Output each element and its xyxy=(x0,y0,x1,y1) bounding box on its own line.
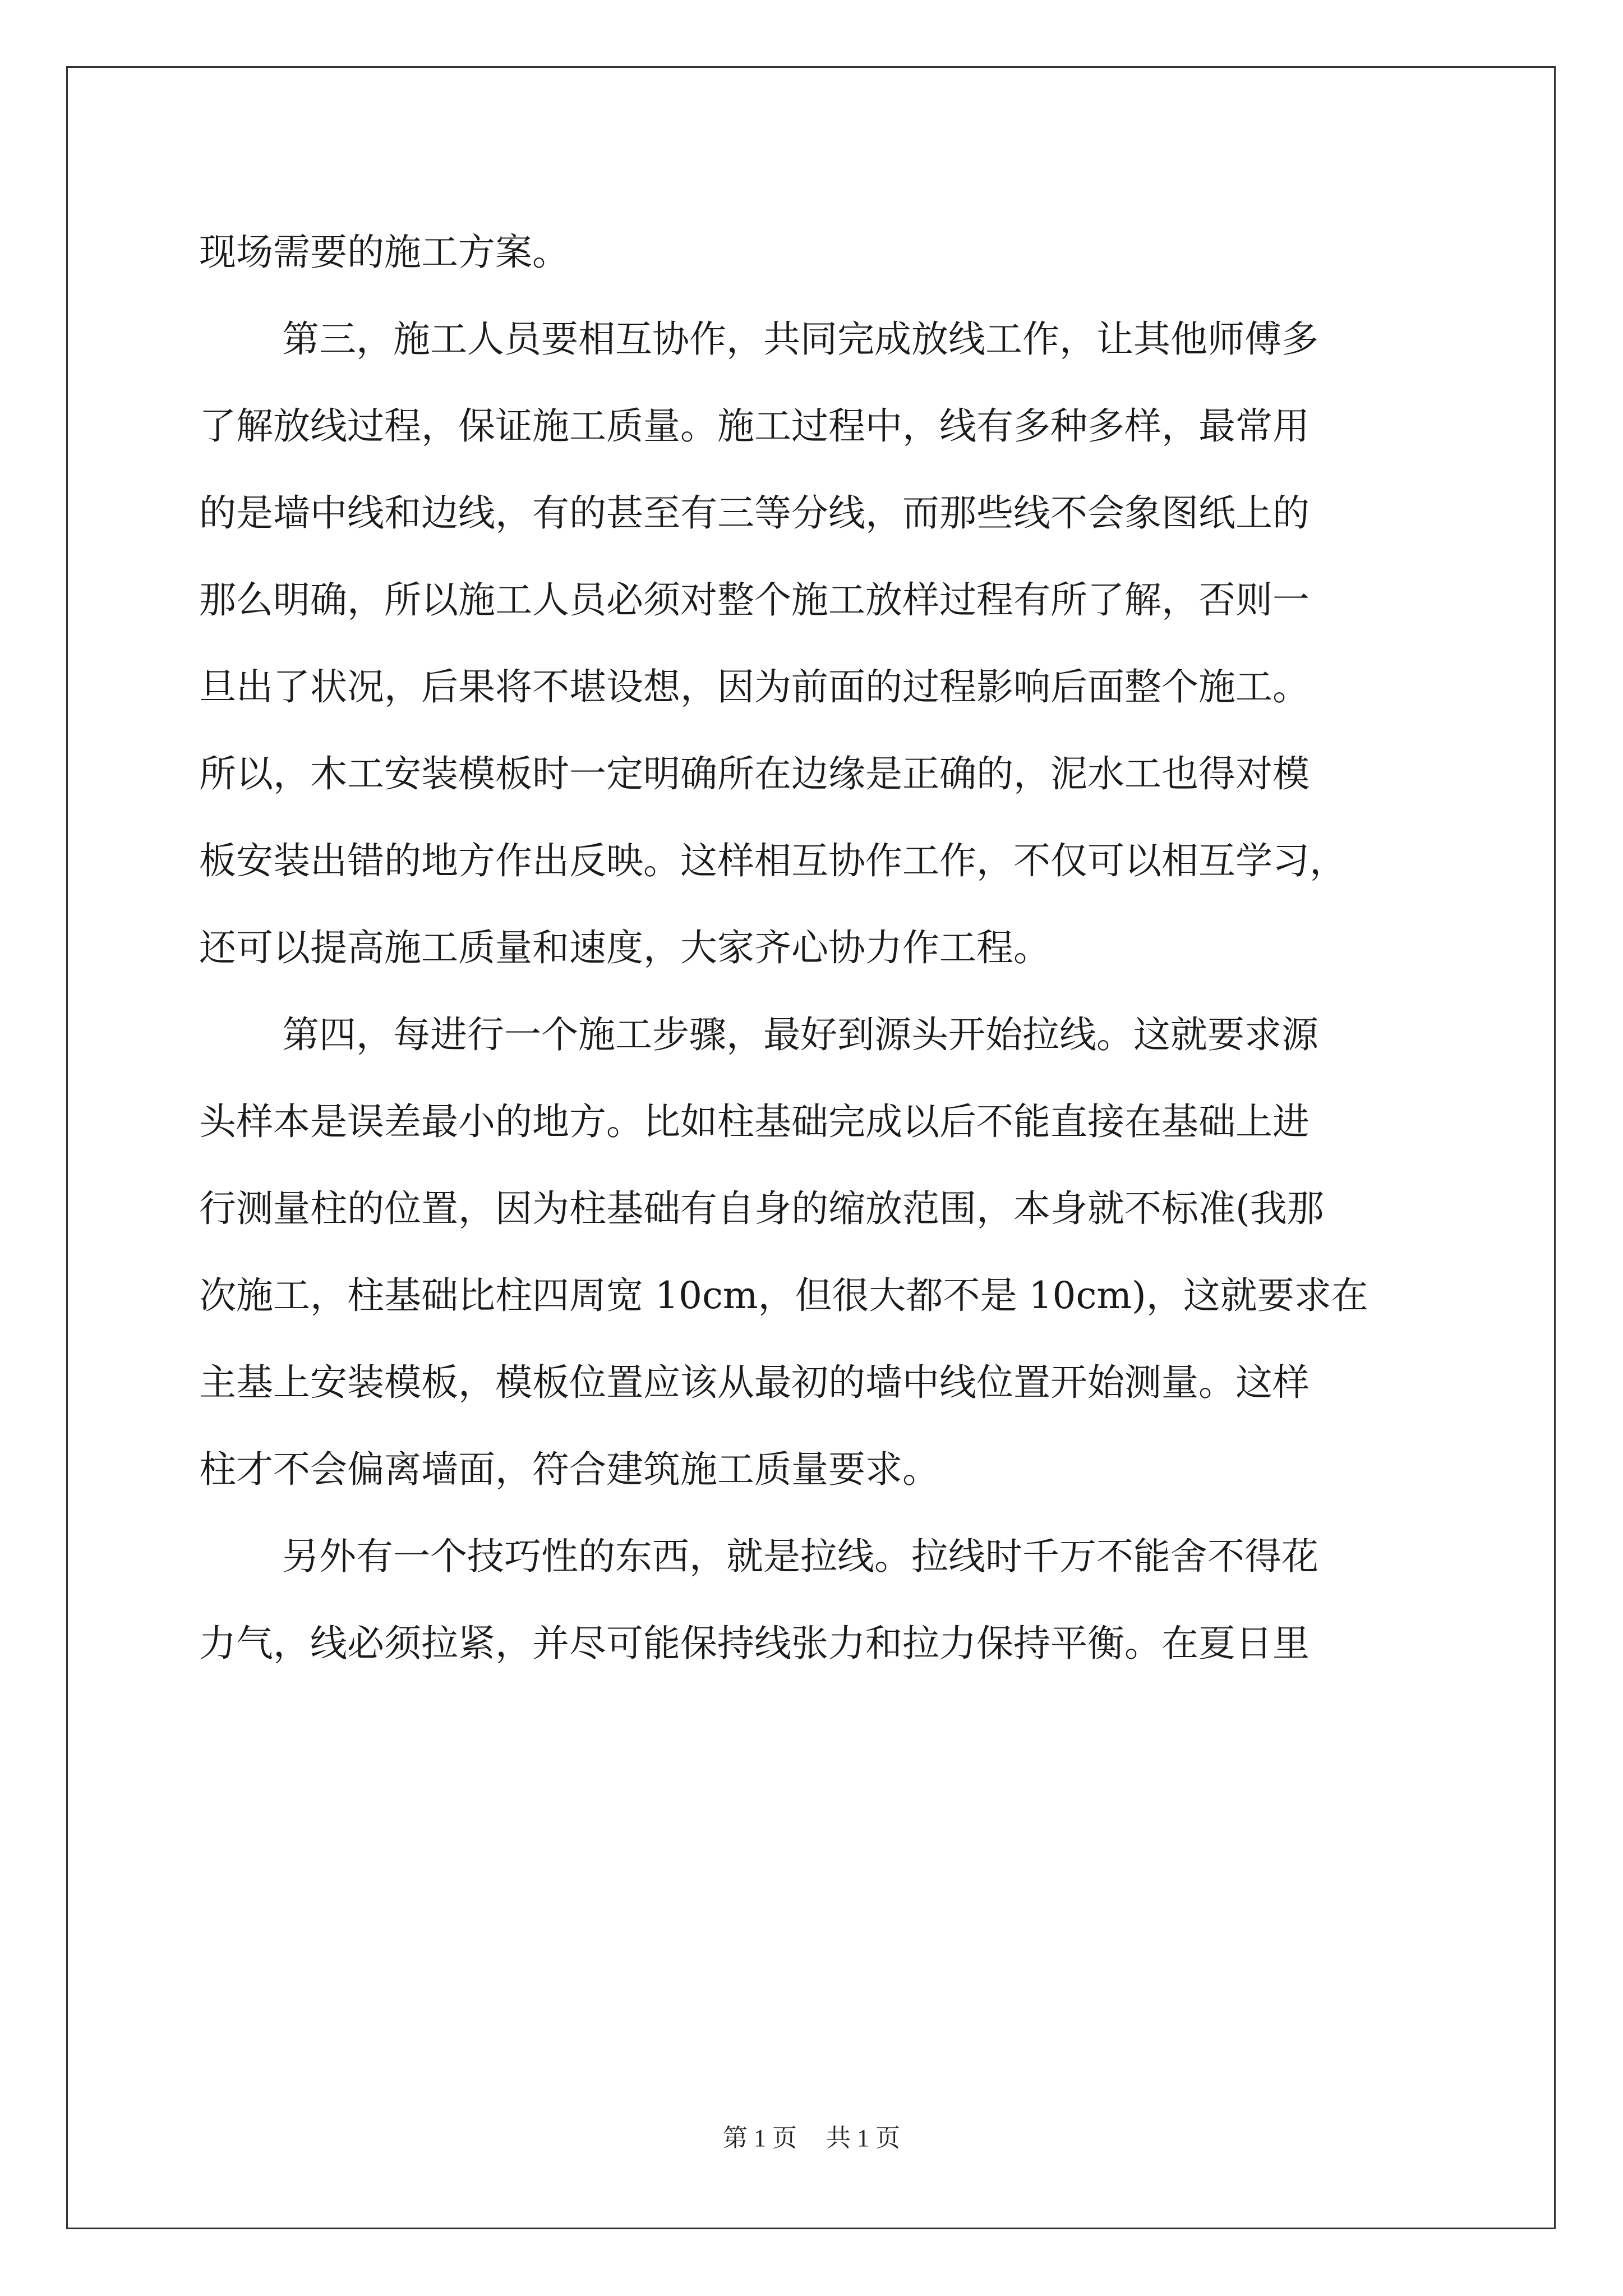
document-body xyxy=(199,209,1427,1687)
page-footer xyxy=(0,2122,1623,2155)
page-number-total: 共 1 页 xyxy=(826,2124,900,2152)
paragraph xyxy=(199,1513,1427,1687)
text-line: 板安装出错的地方作出反映。这样相互协作工作，不仅可以相互学习， xyxy=(199,839,1347,882)
page-number-current: 第 1 页 xyxy=(723,2124,797,2152)
text-line: 主基上安装模板，模板位置应该从最初的墙中线位置开始测量。这样 xyxy=(199,1361,1310,1404)
text-line: 的是墙中线和边线，有的甚至有三等分线，而那些线不会象图纸上的 xyxy=(199,491,1310,535)
text-line: 另外有一个技巧性的东西，就是拉线。拉线时千万不能舍不得花 xyxy=(282,1535,1318,1578)
text-line: 次施工，柱基础比柱四周宽 10cm，但很大都不是 10cm)，这就要求在 xyxy=(199,1274,1368,1317)
text-line: 头样本是误差最小的地方。比如柱基础完成以后不能直接在基础上进 xyxy=(199,1100,1310,1143)
text-line: 还可以提高施工质量和速度，大家齐心协力作工程。 xyxy=(199,926,1050,969)
text-line: 旦出了状况，后果将不堪设想，因为前面的过程影响后面整个施工。 xyxy=(199,665,1310,708)
text-line: 第三，施工人员要相互协作，共同完成放线工作，让其他师傅多 xyxy=(282,318,1318,361)
paragraph xyxy=(199,296,1427,991)
paragraph xyxy=(199,209,1427,296)
text-line: 现场需要的施工方案。 xyxy=(199,231,569,274)
paragraph xyxy=(199,991,1427,1513)
text-line: 所以，木工安装模板时一定明确所在边缘是正确的，泥水工也得对模 xyxy=(199,752,1310,795)
text-line: 柱才不会偏离墙面，符合建筑施工质量要求。 xyxy=(199,1448,939,1491)
text-line: 第四，每进行一个施工步骤，最好到源头开始拉线。这就要求源 xyxy=(282,1013,1318,1056)
text-line: 力气，线必须拉紧，并尽可能保持线张力和拉力保持平衡。在夏日里 xyxy=(199,1622,1310,1665)
text-line: 行测量柱的位置，因为柱基础有自身的缩放范围，本身就不标准(我那 xyxy=(199,1187,1324,1230)
text-line: 了解放线过程，保证施工质量。施工过程中，线有多种多样，最常用 xyxy=(199,404,1310,448)
text-line: 那么明确，所以施工人员必须对整个施工放样过程有所了解，否则一 xyxy=(199,578,1310,622)
